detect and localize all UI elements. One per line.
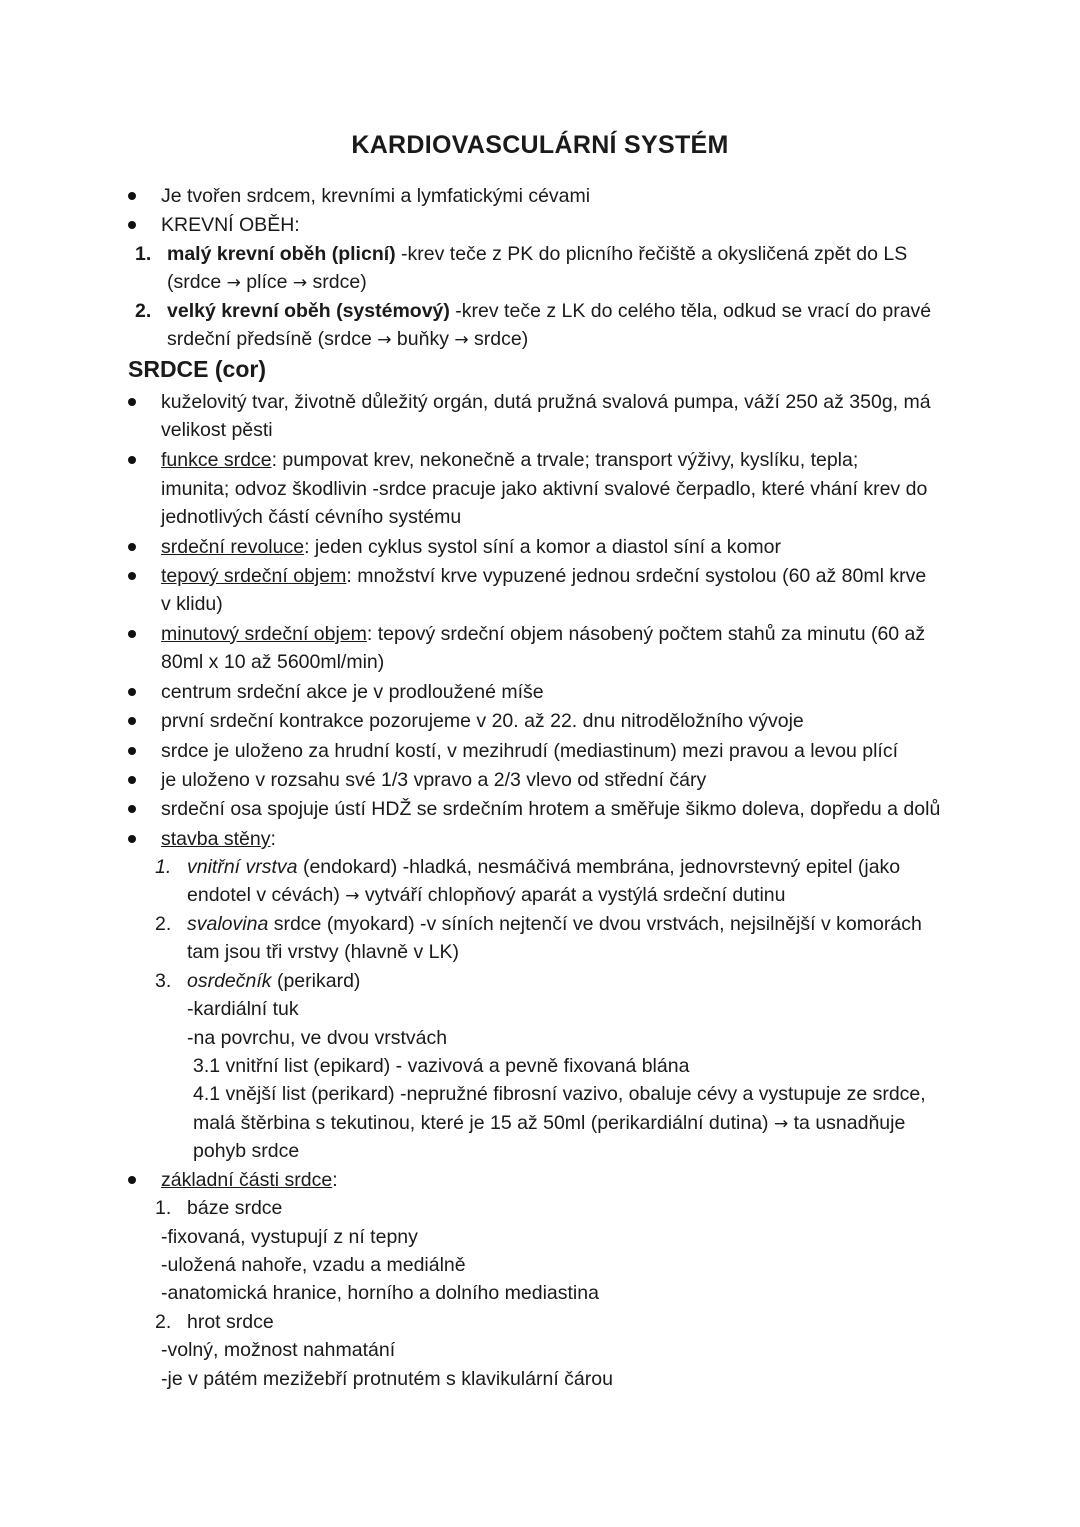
term-tepovy-objem: tepový srdeční objem xyxy=(161,565,347,587)
srdce-point-2-line-2: imunita; odvoz škodlivin -srdce pracuje jako aktivní svalové čerpadlo, které vhání krev do xyxy=(161,478,928,500)
zaklad-2-sub-a: -volný, možnost nahmatání xyxy=(161,1339,396,1361)
zaklad-1-sub-c: -anatomická hranice, horního a dolního mediastina xyxy=(161,1282,599,1304)
stavba-1-line-2 xyxy=(187,881,785,910)
zaklad-1-title: báze srdce xyxy=(187,1197,283,1219)
zaklad-2-sub-b: -je v pátém mezižebří protnutém s klavikulární čárou xyxy=(161,1368,613,1390)
srdce-point-1-line-2: velikost pěsti xyxy=(161,419,273,441)
stavba-3-sub-a: -kardiální tuk xyxy=(187,998,299,1020)
stavba-3-sub-d: 4.1 vnější list (perikard) -nepružné fibrosní vazivo, obaluje cévy a vystupuje ze srdce, xyxy=(193,1083,926,1105)
circulation-number-2: 2. xyxy=(135,300,152,322)
srdce-point-1-line-1: kuželovitý tvar, životně důležitý orgán, dutá pružná svalová pumpa, váží 250 až 350g, má xyxy=(161,391,931,413)
srdce-point-3 xyxy=(161,533,781,561)
srdce-point-7: první srdeční kontrakce pozorujeme v 20. až 22. dnu nitroděložního vývoje xyxy=(161,710,804,732)
stavba-3-sub-e xyxy=(193,1109,905,1138)
bullet-icon xyxy=(128,572,136,580)
stavba-1-text-a: endotel v cévách) xyxy=(187,884,346,906)
srdce-point-9: je uloženo v rozsahu své 1/3 vpravo a 2/3 vlevo od střední čáry xyxy=(161,769,707,791)
stavba-1-line-1 xyxy=(187,853,900,881)
srdce-point-4-line-2: v klidu) xyxy=(161,593,223,615)
document-title: KARDIOVASCULÁRNÍ SYSTÉM xyxy=(351,131,729,159)
circulation-number-1: 1. xyxy=(135,243,152,265)
stavba-2-line-2: tam jsou tři vrstvy (hlavně v LK) xyxy=(187,941,459,963)
bullet-icon xyxy=(128,717,136,725)
srdce-point-6: centrum srdeční akce je v prodloužené míše xyxy=(161,681,544,703)
zaklad-number-1: 1. xyxy=(155,1197,172,1219)
circulation-1-text: -krev teče z PK do plicního řečiště a okysličená zpět do LS xyxy=(395,243,908,265)
bullet-icon xyxy=(128,805,136,813)
circulation-1-line-1 xyxy=(167,240,907,268)
arrow-right-icon: → xyxy=(377,330,392,350)
srdce-point-8: srdce je uloženo za hrudní kostí, v mezihrudí (mediastinum) mezi pravou a levou plící xyxy=(161,740,899,762)
stavba-2-line-1 xyxy=(187,910,922,938)
circulation-1-line-2 xyxy=(167,268,367,297)
arrow-right-icon: → xyxy=(454,330,469,350)
stavba-3-line-1 xyxy=(187,967,360,995)
arrow-right-icon: → xyxy=(773,1114,789,1134)
term-svalovina: svalovina xyxy=(187,913,269,935)
circulation-2-text-a: srdeční předsíně (srdce xyxy=(167,328,378,350)
arrow-right-icon: → xyxy=(345,886,360,906)
stavba-3-sub-e-text-b: ta usnadňuje xyxy=(788,1112,906,1134)
colon: : xyxy=(270,828,276,850)
srdce-point-2-line-1 xyxy=(161,446,858,474)
circulation-2-term: velký krevní oběh (systémový) xyxy=(167,300,450,322)
bullet-icon xyxy=(128,747,136,755)
term-vnitrni-vrstva: vnitřní vrstva xyxy=(187,856,298,878)
zaklad-2-title: hrot srdce xyxy=(187,1311,274,1333)
srdce-point-3-text: : jeden cyklus systol síní a komor a diastol síní a komor xyxy=(304,536,781,558)
term-osrdecnik: osrdečník xyxy=(187,970,272,992)
stavba-3-sub-b: -na povrchu, ve dvou vrstvách xyxy=(187,1027,448,1049)
bullet-icon xyxy=(128,688,136,696)
bullet-icon xyxy=(128,398,136,406)
stavba-3-sub-c: 3.1 vnitřní list (epikard) - vazivová a pevně fixovaná blána xyxy=(193,1055,690,1077)
srdce-point-5-line-2: 80ml x 10 až 5600ml/min) xyxy=(161,651,385,673)
zaklad-1-sub-a: -fixovaná, vystupují z ní tepny xyxy=(161,1226,418,1248)
srdce-point-11 xyxy=(161,825,276,853)
intro-bullet-1: Je tvořen srdcem, krevními a lymfatickými cévami xyxy=(161,185,591,207)
srdce-point-4-text: : množství krve vypuzené jednou srdeční systolou (60 až 80ml krve xyxy=(346,565,927,587)
term-minutovy-objem: minutový srdeční objem xyxy=(161,623,367,645)
bullet-icon xyxy=(128,776,136,784)
circulation-2-text: -krev teče z LK do celého těla, odkud se vrací do pravé xyxy=(449,300,932,322)
circulation-1-term: malý krevní oběh (plicní) xyxy=(167,243,396,265)
bullet-icon xyxy=(128,835,136,843)
stavba-1-text: (endokard) -hladká, nesmáčivá membrána, jednovrstevný epitel (jako xyxy=(297,856,901,878)
srdce-point-12 xyxy=(161,1166,338,1194)
circulation-2-text-c: srdce) xyxy=(468,328,529,350)
stavba-number-1: 1. xyxy=(155,856,172,878)
bullet-icon xyxy=(128,543,136,551)
stavba-3-sub-f: pohyb srdce xyxy=(193,1140,300,1162)
srdce-point-5-text: : tepový srdeční objem násobený počtem stahů za minutu (60 až xyxy=(366,623,926,645)
bullet-icon xyxy=(128,221,136,229)
arrow-right-icon: → xyxy=(226,273,241,293)
bullet-icon xyxy=(128,456,136,464)
term-srdecni-revoluce: srdeční revoluce xyxy=(161,536,305,558)
term-funkce-srdce: funkce srdce xyxy=(161,449,272,471)
stavba-number-2: 2. xyxy=(155,913,172,935)
bullet-icon xyxy=(128,630,136,638)
section-heading-srdce: SRDCE (cor) xyxy=(128,356,267,382)
srdce-point-5-line-1 xyxy=(161,620,925,648)
circulation-2-line-1 xyxy=(167,297,931,325)
circulation-1-text-c: srdce) xyxy=(307,271,367,293)
zaklad-number-2: 2. xyxy=(155,1311,172,1333)
srdce-point-4-line-1 xyxy=(161,562,926,590)
srdce-point-2-line-3: jednotlivých částí cévního systému xyxy=(161,506,462,528)
bullet-icon xyxy=(128,1176,136,1184)
term-stavba-steny: stavba stěny xyxy=(161,828,271,850)
stavba-3-sub-e-text-a: malá štěrbina s tekutinou, které je 15 až 50ml (perikardiální dutina) xyxy=(193,1112,774,1134)
bullet-icon xyxy=(128,192,136,200)
stavba-2-text: srdce (myokard) -v síních nejtenčí ve dvou vrstvách, nejsilnější v komorách xyxy=(268,913,922,935)
stavba-3-text: (perikard) xyxy=(271,970,361,992)
colon: : xyxy=(332,1169,338,1191)
stavba-1-text-b: vytváří chlopňový aparát a vystýlá srdeční dutinu xyxy=(359,884,786,906)
stavba-number-3: 3. xyxy=(155,970,172,992)
circulation-1-text-a: (srdce xyxy=(167,271,227,293)
circulation-2-line-2 xyxy=(167,325,528,354)
circulation-2-text-b: buňky xyxy=(391,328,455,350)
arrow-right-icon: → xyxy=(292,273,308,293)
intro-bullet-2: KREVNÍ OBĚH: xyxy=(161,214,300,236)
term-zakladni-casti: základní části srdce xyxy=(161,1169,333,1191)
circulation-1-text-b: plíce xyxy=(240,271,293,293)
srdce-point-2-text: : pumpovat krev, nekonečně a trvale; transport výživy, kyslíku, tepla; xyxy=(271,449,859,471)
srdce-point-10: srdeční osa spojuje ústí HDŽ se srdečním hrotem a směřuje šikmo doleva, dopředu a dolů xyxy=(161,798,941,820)
zaklad-1-sub-b: -uložená nahoře, vzadu a mediálně xyxy=(161,1254,466,1276)
